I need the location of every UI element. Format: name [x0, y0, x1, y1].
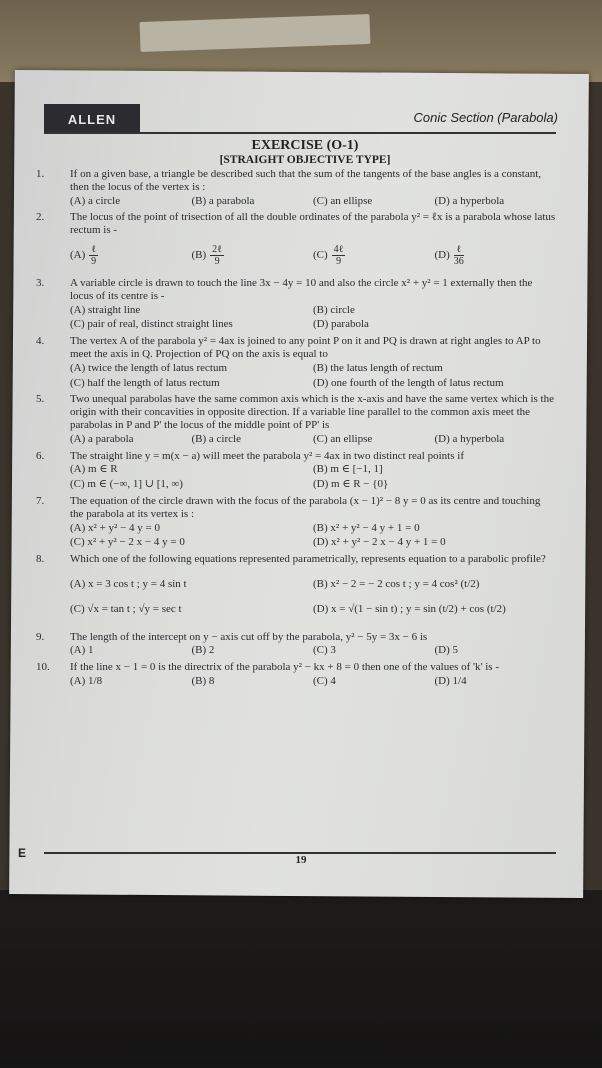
- option-d: (D) 1/4: [434, 674, 467, 687]
- option-a: (A) 1/8: [70, 674, 103, 687]
- question-5: [36, 393, 556, 446]
- question-text: The equation of the circle drawn with the focus of the parabola (x − 1)² − 8 y = 0 as its centre and touching the parabola at its vertex is :: [70, 494, 541, 520]
- option-c: (C) an ellipse: [313, 432, 373, 445]
- option-c: (C) 3: [313, 644, 336, 657]
- question-2: [36, 211, 556, 274]
- option-d: (D) m ∈ R − {0}: [313, 478, 389, 491]
- option-b: (B) x² − 2 = − 2 cos t ; y = 4 cos² (t/2): [313, 577, 480, 590]
- option-d: (D) one fourth of the length of latus rectum: [313, 376, 504, 389]
- exercise-subtitle: [STRAIGHT OBJECTIVE TYPE]: [219, 154, 391, 166]
- option-d: (D) a hyperbola: [434, 432, 505, 445]
- question-number: 3.: [36, 276, 45, 289]
- question-8: [36, 553, 556, 627]
- tape-strip: [140, 14, 371, 52]
- option-c: (C) √x = tan t ; √y = sec t: [70, 602, 182, 615]
- option-a: (A) a parabola: [70, 432, 134, 445]
- option-b: (B) a circle: [191, 432, 241, 445]
- option-d: (D) a hyperbola: [434, 194, 505, 207]
- option-c: (C) half the length of latus rectum: [70, 376, 220, 389]
- option-a: (A) m ∈ R: [70, 463, 118, 476]
- option-c: (C) x² + y² − 2 x − 4 y = 0: [70, 536, 185, 549]
- question-number: 9.: [36, 630, 45, 643]
- question-number: 8.: [36, 553, 45, 566]
- question-text: The locus of the point of trisection of all the double ordinates of the parabola y² = ℓx is a parabola whose latus rectum is -: [70, 211, 556, 237]
- option-a: (A) x = 3 cos t ; y = 4 sin t: [70, 577, 187, 590]
- question-number: 2.: [36, 211, 45, 224]
- option-c: (C) 4: [313, 674, 336, 687]
- question-text: Two unequal parabolas have the same common axis which is the x-axis and have the same vertex which is the origin with their concavities in opposite direction. If a variable line parallel to the common axis meet the parabolas in P and P' the locus of the middle point of PP' is: [70, 393, 554, 431]
- header-rule: [44, 132, 556, 134]
- option-d: (D) 5: [434, 644, 459, 657]
- option-b: (B) 2: [191, 644, 215, 657]
- question-number: 7.: [36, 494, 45, 507]
- option-a: (A) $\frac{\text{ℓ}}{9}$: [70, 243, 97, 267]
- option-b: (B) $\frac{\text{2ℓ}}{9}$: [191, 243, 222, 267]
- option-a: (A) 1: [70, 644, 94, 657]
- question-number: 4.: [36, 335, 45, 348]
- option-a: (A) straight line: [70, 303, 141, 316]
- page-number: 19: [295, 854, 307, 866]
- question-3: [36, 277, 556, 332]
- question-text: The length of the intercept on y − axis cut off by the parabola, y² − 5y = 3x − 6 is: [70, 630, 428, 643]
- option-d: (D) $\frac{\text{ℓ}}{36}$: [434, 243, 464, 267]
- question-9: [36, 631, 556, 659]
- question-text: A variable circle is drawn to touch the line 3x − 4y = 10 and also the circle x² + y² = 1 externally then the locus of its centre is -: [70, 276, 533, 302]
- footer-letter: E: [18, 846, 27, 860]
- option-a: (A) a circle: [70, 194, 121, 207]
- option-d: (D) x² + y² − 2 x − 4 y + 1 = 0: [313, 536, 446, 549]
- option-b: (B) the latus length of rectum: [313, 361, 443, 374]
- allen-logo: [44, 104, 140, 134]
- option-b: (B) 8: [191, 674, 215, 687]
- question-6: [36, 450, 556, 492]
- option-a: (A) x² + y² − 4 y = 0: [70, 521, 160, 534]
- question-4: [36, 335, 556, 390]
- question-text: Which one of the following equations represented parametrically, represents equation to a parabolic profile?: [70, 553, 546, 566]
- question-7: [36, 495, 556, 550]
- option-b: (B) a parabola: [191, 194, 255, 207]
- question-text: If the line x − 1 = 0 is the directrix of the parabola y² − kx + 8 = 0 then one of the values of 'k' is -: [70, 661, 499, 674]
- option-c: (C) $\frac{\text{4ℓ}}{9}$: [313, 243, 344, 267]
- option-a: (A) twice the length of latus rectum: [70, 361, 228, 374]
- question-text: The straight line y = m(x − a) will meet the parabola y² = 4ax in two distinct real points if: [70, 449, 464, 462]
- logo-text: ALLEN: [67, 111, 117, 127]
- exercise-title: EXERCISE (O-1): [251, 138, 359, 153]
- question-number: 5.: [36, 393, 45, 406]
- question-10: [36, 661, 556, 689]
- option-d: (D) x = √(1 − sin t) ; y = sin (t/2) + cos (t/2): [313, 602, 506, 615]
- question-list: [36, 168, 556, 692]
- header-title: Conic Section (Parabola): [413, 110, 558, 125]
- option-c: (C) an ellipse: [313, 194, 373, 207]
- option-c: (C) pair of real, distinct straight lines: [70, 318, 233, 331]
- option-c: (C) m ∈ (−∞, 1] ∪ [1, ∞): [70, 478, 183, 491]
- question-1: [36, 168, 556, 208]
- question-number: 1.: [36, 168, 45, 180]
- option-d: (D) parabola: [313, 318, 369, 331]
- option-b: (B) x² + y² − 4 y + 1 = 0: [313, 521, 420, 534]
- question-number: 10.: [36, 661, 50, 674]
- option-b: (B) circle: [313, 303, 355, 316]
- background-bottom: [0, 890, 602, 1068]
- question-text: The vertex A of the parabola y² = 4ax is joined to any point P on it and PQ is drawn at right angles to AP to meet the axis in Q. Projection of PQ on the axis is equal to: [70, 335, 541, 360]
- option-b: (B) m ∈ [−1, 1]: [313, 463, 383, 476]
- question-number: 6.: [36, 449, 45, 462]
- question-text: If on a given base, a triangle be described such that the sum of the tangents of the base angles is a constant, then the locus of the vertex is :: [70, 168, 542, 193]
